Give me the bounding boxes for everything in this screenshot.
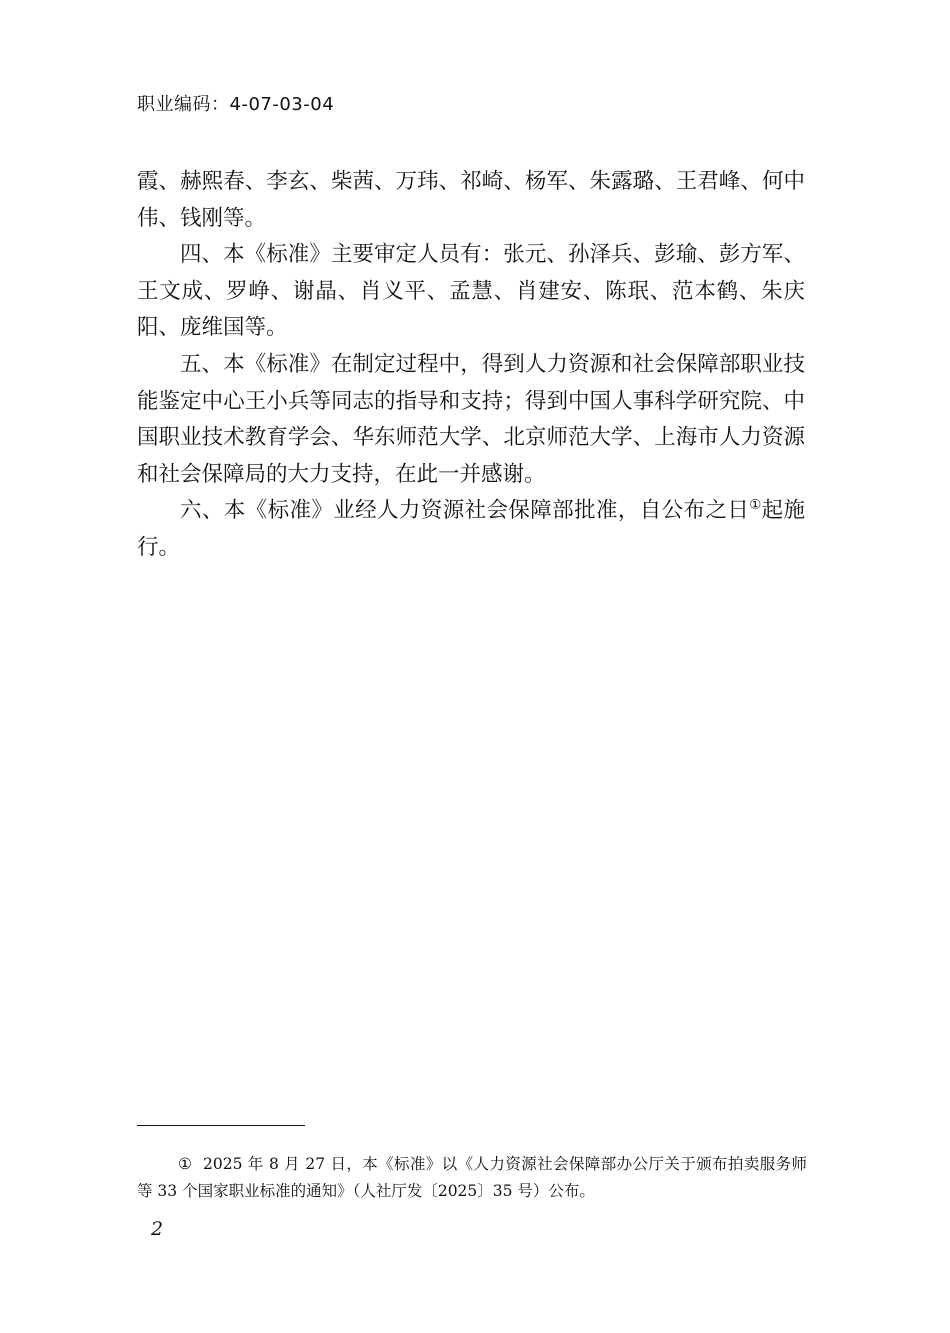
occupation-code-header: 职业编码：4-07-03-04 xyxy=(137,94,335,115)
page-number: 2 xyxy=(151,1218,164,1240)
footnote-marker: ① xyxy=(178,1155,192,1173)
paragraph-6 xyxy=(137,493,805,566)
paragraph-5: 五、本《标准》在制定过程中，得到人力资源和社会保障部职业技能鉴定中心王小兵等同志的指导和支持；得到中国人事科学研究院、中国职业技术教育学会、华东师范大学、北京师范大学、上海市人力资源和社会保障局的大力支持，在此一并感谢。 xyxy=(137,351,805,487)
footnote xyxy=(137,1151,807,1205)
paragraph-6-text-after: 起施行。 xyxy=(137,498,805,560)
footnote-separator xyxy=(137,1125,305,1126)
footnote-text: 2025 年 8 月 27 日，本《标准》以《人力资源社会保障部办公厅关于颁布拍卖服务师等 33 个国家职业标准的通知》（人社厅发〔2025〕35 号）公布。 xyxy=(137,1155,807,1200)
paragraph-4: 四、本《标准》主要审定人员有：张元、孙泽兵、彭瑜、彭方军、王文成、罗峥、谢晶、肖义平、孟慧、肖建安、陈珉、范本鹤、朱庆阳、庞维国等。 xyxy=(137,242,805,341)
footnote-reference[interactable]: ① xyxy=(749,498,762,514)
body-text xyxy=(137,164,805,567)
paragraph-6-text-before: 六、本《标准》业经人力资源社会保障部批准，自公布之日 xyxy=(180,498,750,524)
paragraph-continuation: 霞、赫熙春、李玄、柴茜、万玮、祁崎、杨军、朱露璐、王君峰、何中伟、钱刚等。 xyxy=(137,169,805,231)
